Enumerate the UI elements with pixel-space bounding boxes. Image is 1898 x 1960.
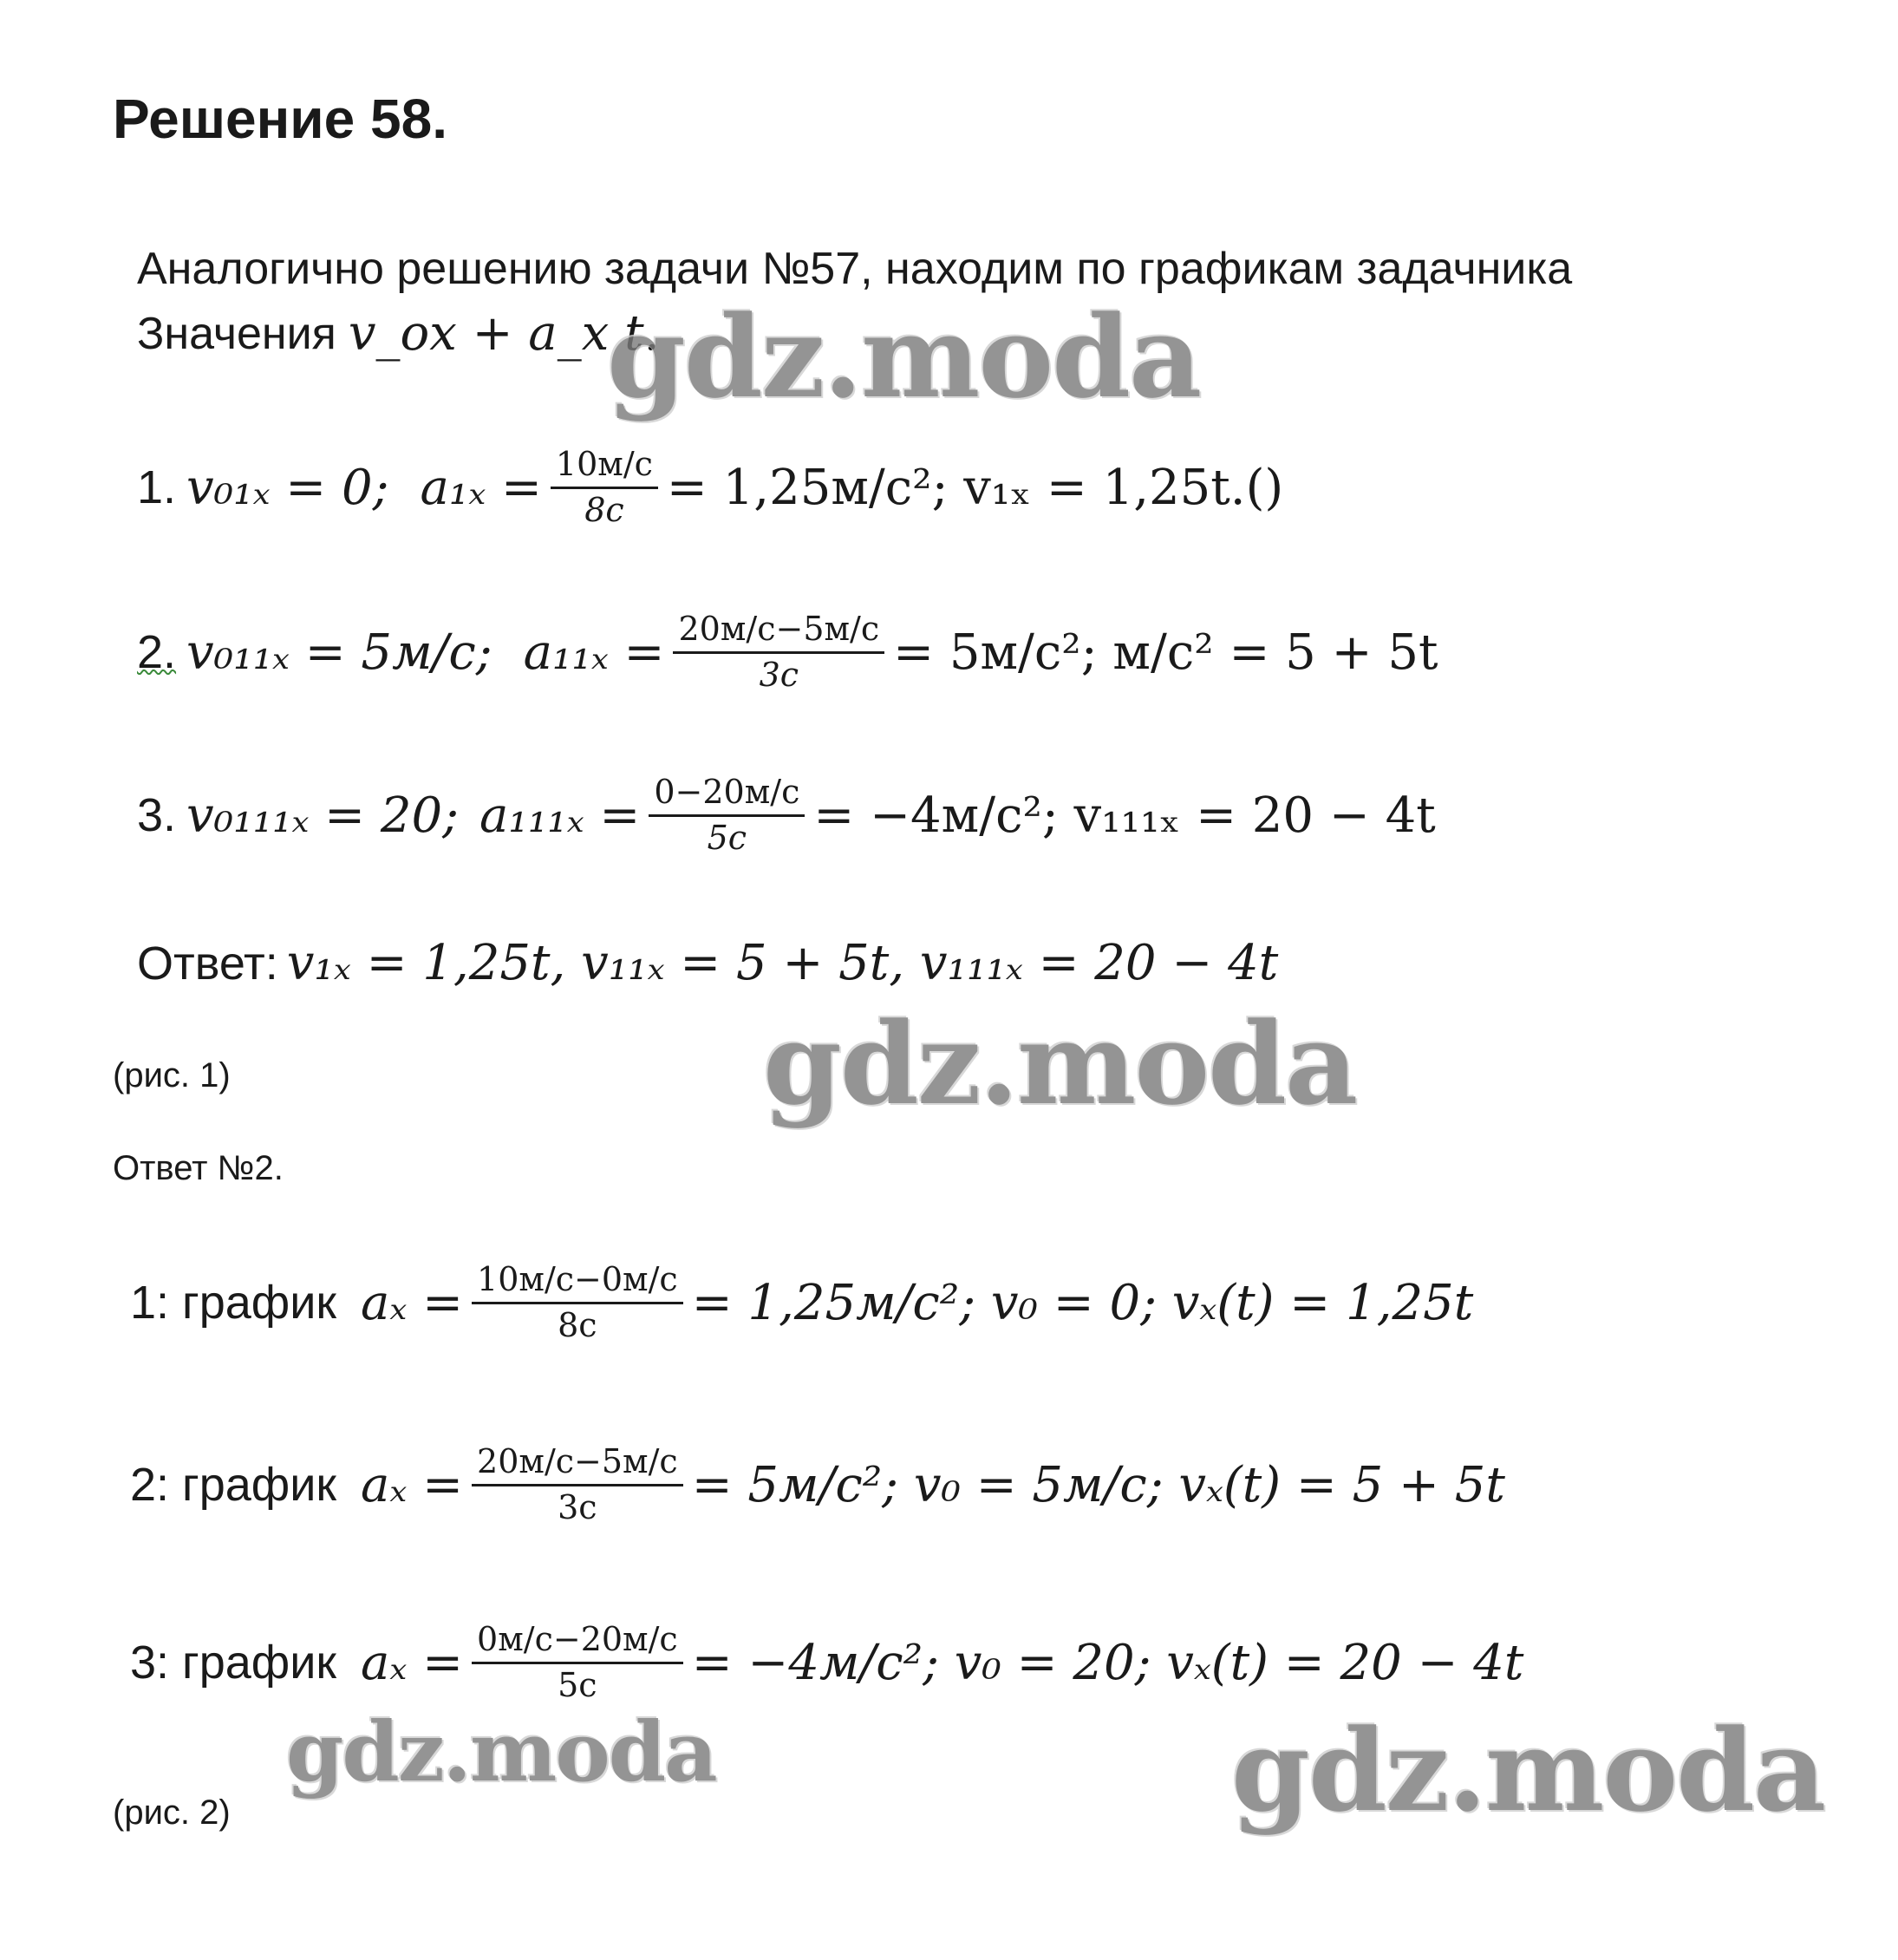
solution-line-1 bbox=[137, 447, 1283, 529]
figure-caption-1: (рис. 1) bbox=[113, 1056, 231, 1094]
fraction-denominator: 5с bbox=[707, 818, 747, 857]
acceleration: a₁₁ₓ = bbox=[523, 624, 665, 681]
watermark: gdz.moda bbox=[763, 997, 1357, 1130]
graph-label: 1: график bbox=[130, 1277, 337, 1330]
watermark: gdz.moda bbox=[1231, 1704, 1825, 1837]
intro-line-1: Аналогично решению задачи №57, находим по графикам задачника bbox=[137, 244, 1573, 294]
watermark: gdz.moda bbox=[607, 291, 1201, 423]
graph-line-1 bbox=[130, 1262, 1473, 1344]
acceleration: aₓ = bbox=[361, 1456, 464, 1513]
fraction-numerator: 0м/с−20м/с bbox=[472, 1622, 683, 1664]
equation-rest: = 5м/с²; м/с² = 5 + 5t bbox=[893, 624, 1438, 681]
fraction-numerator: 10м/с−0м/с bbox=[472, 1262, 683, 1304]
equation-rest: = 5м/с²; v₀ = 5м/с; vₓ(t) = 5 + 5t bbox=[691, 1456, 1505, 1513]
line-number: 2. bbox=[137, 626, 177, 679]
watermark: gdz.moda bbox=[286, 1704, 716, 1800]
fraction-numerator: 10м/с bbox=[551, 447, 658, 489]
fraction bbox=[472, 1262, 683, 1344]
figure-caption-2: (рис. 2) bbox=[113, 1793, 231, 1832]
answer-2-heading: Ответ №2. bbox=[113, 1149, 284, 1187]
fraction bbox=[472, 1444, 683, 1526]
graph-line-3 bbox=[130, 1622, 1523, 1704]
initial-velocity: v₀₁₁ₓ = 5м/с; bbox=[186, 624, 492, 681]
page-title: Решение 58. bbox=[113, 88, 447, 150]
fraction bbox=[551, 447, 658, 529]
fraction-denominator: 8с bbox=[558, 1305, 597, 1344]
acceleration: aₓ = bbox=[361, 1274, 464, 1331]
intro-line-2-formula: v_ox + a_x t. bbox=[348, 305, 660, 362]
line-number: 1. bbox=[137, 461, 177, 514]
fraction bbox=[673, 611, 884, 694]
line-number: 3. bbox=[137, 789, 177, 842]
graph-label: 2: график bbox=[130, 1459, 337, 1512]
fraction-denominator: 5с bbox=[558, 1665, 597, 1704]
graph-label: 3: график bbox=[130, 1637, 337, 1689]
initial-velocity: v₀₁ₓ = 0; bbox=[186, 459, 389, 516]
graph-line-2 bbox=[130, 1444, 1505, 1526]
equation-rest: = −4м/с²; v₁₁₁ₓ = 20 − 4t bbox=[813, 787, 1436, 844]
fraction-numerator: 20м/с−5м/с bbox=[472, 1444, 683, 1486]
fraction bbox=[472, 1622, 683, 1704]
initial-velocity: v₀₁₁₁ₓ = 20; bbox=[186, 787, 460, 844]
solution-line-2 bbox=[137, 611, 1438, 694]
answer-formula: v₁ₓ = 1,25t, v₁₁ₓ = 5 + 5t, v₁₁₁ₓ = 20 − 4t bbox=[286, 935, 1279, 991]
solution-line-3 bbox=[137, 774, 1436, 857]
fraction-numerator: 20м/с−5м/с bbox=[673, 611, 884, 654]
answer-1 bbox=[137, 935, 1278, 991]
equation-rest: = −4м/с²; v₀ = 20; vₓ(t) = 20 − 4t bbox=[691, 1634, 1524, 1691]
acceleration: a₁₁₁ₓ = bbox=[479, 787, 641, 844]
fraction-denominator: 3с bbox=[759, 655, 799, 694]
equation-rest: = 1,25м/с²; v₀ = 0; vₓ(t) = 1,25t bbox=[691, 1274, 1474, 1331]
answer-label: Ответ: bbox=[137, 937, 278, 990]
intro-line-2 bbox=[137, 305, 659, 362]
fraction-denominator: 3с bbox=[558, 1487, 597, 1526]
fraction-denominator: 8с bbox=[584, 490, 624, 529]
intro-line-2-text: Значения bbox=[137, 308, 336, 359]
acceleration: a₁ₓ = bbox=[420, 459, 542, 516]
fraction-numerator: 0−20м/с bbox=[649, 774, 805, 817]
fraction bbox=[649, 774, 805, 857]
equation-rest: = 1,25м/с²; v₁ₓ = 1,25t.() bbox=[666, 459, 1284, 516]
acceleration: aₓ = bbox=[361, 1634, 464, 1691]
